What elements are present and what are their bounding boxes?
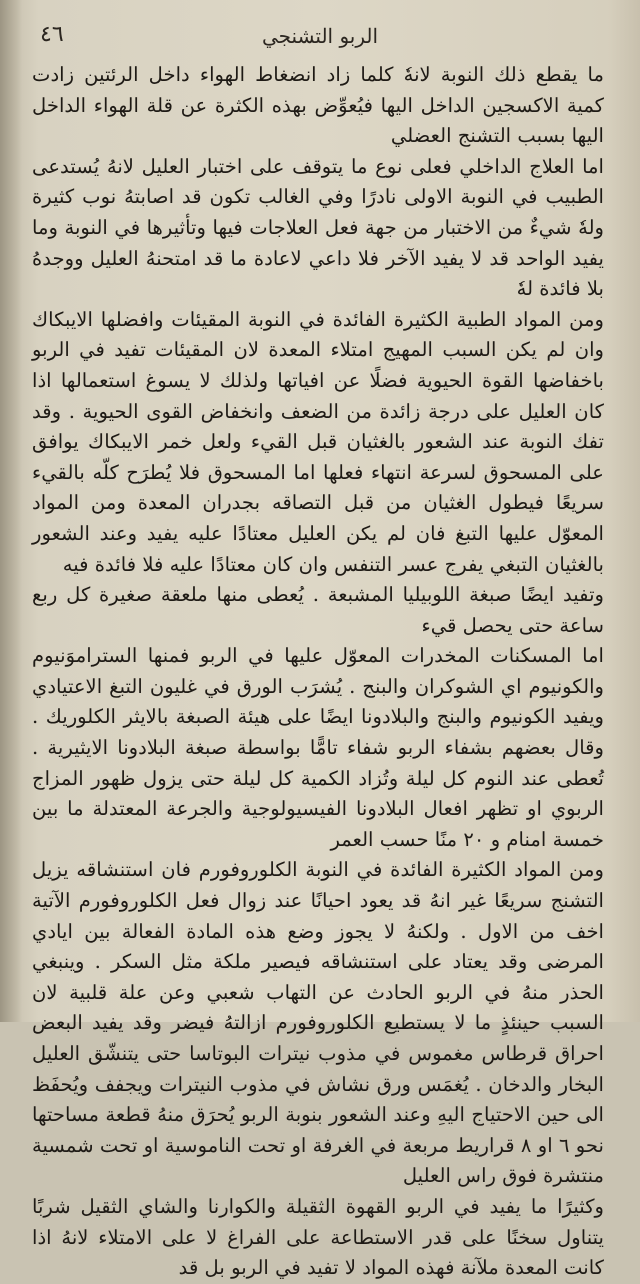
paragraph-continuation: ما يقطع ذلك النوبة لانهٗ كلما زاد انضغاط الهواء داخل الرئتين زادت كمية الاكسجين الداخل اليها فيُعوِّض بهذه الكثرة عن قلة الهواء الداخل اليها بسبب التشنج العضلي xyxy=(32,63,604,148)
paragraph-chloroform: ومن المواد الكثيرة الفائدة في النوبة الكلوروفورم فان استنشاقه يزيل التشنج سريعًا غير انهُ قد يعود احيانًا عند زوال فعل الكلوروفورم الآتية اخف من الاول . ولكنهُ لا يجوز وضع هذه المادة الفعالة بين ايادي المرضى وقد يعتاد على استنشاقه فيصير ملكة مثل السكر . وينبغي الحذر منهُ في الربو الحادث عن التهاب شعبي وعن علة قلبية لان السبب حينئذٍ ما لا يستطيع الكلوروفورم ازالتهُ فيضر وقد يفيد البعض احراق قرطاس مغموس في مذوب نيترات البوتاسا حتى يتنشّق العليل البخار والدخان . يُغمَس ورق نشاش في مذوب النيترات ويجفف ويُحفَظ الى حين الاحتياج اليهِ وعند الشعور بنوبة الربو يُحرَق منهُ قطعة مساحتها نحو ٦ او ٨ قراريط مربعة في الغرفة او تحت الناموسية او تحت شمسية منتشرة فوق راس العليل xyxy=(32,858,605,1188)
paragraph-coffee: وكثيرًا ما يفيد في الربو القهوة الثقيلة والكوارنا والشاي الثقيل شربًا يتناول سخنًا على قدر الاستطاعة على الفراغ لا على الامتلاء لانهُ اذا كانت المعدة ملآنة فهذه المواد لا تفيد في الربو بل قد xyxy=(32,1194,604,1280)
paragraph-emetics: ومن المواد الطبية الكثيرة الفائدة في النوبة المقيئات وافضلها الايبكاك وان لم يكن السبب المهيج امتلاء المعدة لان المقيئات تفيد في الربو باخفاضها القوة الحيوية فضلًا عن افياتها ولذلك لا يسوغ استعمالها اذا كان العليل على درجة زائدة من الضعف وانخفاض القوى الحيوية . وقد تفك النوبة عند الشعور بالغثيان قبل القيء ولعل خمر الايبكاك يوافق على المسحوق لسرعة انتهاء فعلها اما المسحوق فلا يُطرَح كلّه بالقيء سريعًا فيطول الغثيان من قبل التصاقه بجدران المعدة ومن المواد المعوّل عليها التبغ فان لم يكن العليل معتادًا عليه يفيد وعند الشعور بالغثيان التبغي يفرج عسر التنفس وان كان معتادًا عليه فلا فائدة فيه xyxy=(32,307,604,576)
paragraph-internal-treatment: اما العلاج الداخلي فعلى نوع ما يتوقف على اختبار العليل لانهُ يُستدعى الطبيب في النوبة الاولى نادرًا وفي الغالب تكون قد اصابتهُ نوب كثيرة ولهٗ شيءٌ من الاختبار من جهة فعل العلاجات فيها وتأثيرها في النوبة وما يفيد الواحد قد لا يفيد الآخر فلا داعي لاعادة ما قد امتحنهُ العليل ووجدهُ بلا فائدة لهٗ xyxy=(32,154,604,301)
running-title: الربو التشنجي xyxy=(261,24,379,48)
page-header xyxy=(40,22,600,52)
paragraph-lobelia: وتفيد ايضًا صبغة اللوبيليا المشبعة . يُعطى منها ملعقة صغيرة كل ربع ساعة حتى يحصل قيء xyxy=(32,583,604,637)
page-number: ٤٦ xyxy=(40,22,64,47)
body-text xyxy=(32,60,605,1280)
page-gutter-shadow xyxy=(0,0,22,1022)
paragraph-narcotics: اما المسكنات المخدرات المعوّل عليها في الربو فمنها الستراموَنيوم والكونيوم اي الشوكران والبنج . يُشرَب الورق في غليون التبغ الاعتيادي ويفيد الكونيوم والبنج والبلادونا ايضًا على هيئة الصبغة بالايثر الكلوريك . وقال بعضهم بشفاء الربو شفاء تامًّا بواسطة صبغة البلادونا الايثيرية . تُعطى عند النوم كل ليلة وتُزاد الكمية كل ليلة حتى يزول ظهور المزاج الربوي او تظهر افعال البلادونا الفيسيولوجية والجرعة المعتدلة ما بين خمسة امنام و ٢٠ منًا حسب العمر xyxy=(32,644,604,851)
